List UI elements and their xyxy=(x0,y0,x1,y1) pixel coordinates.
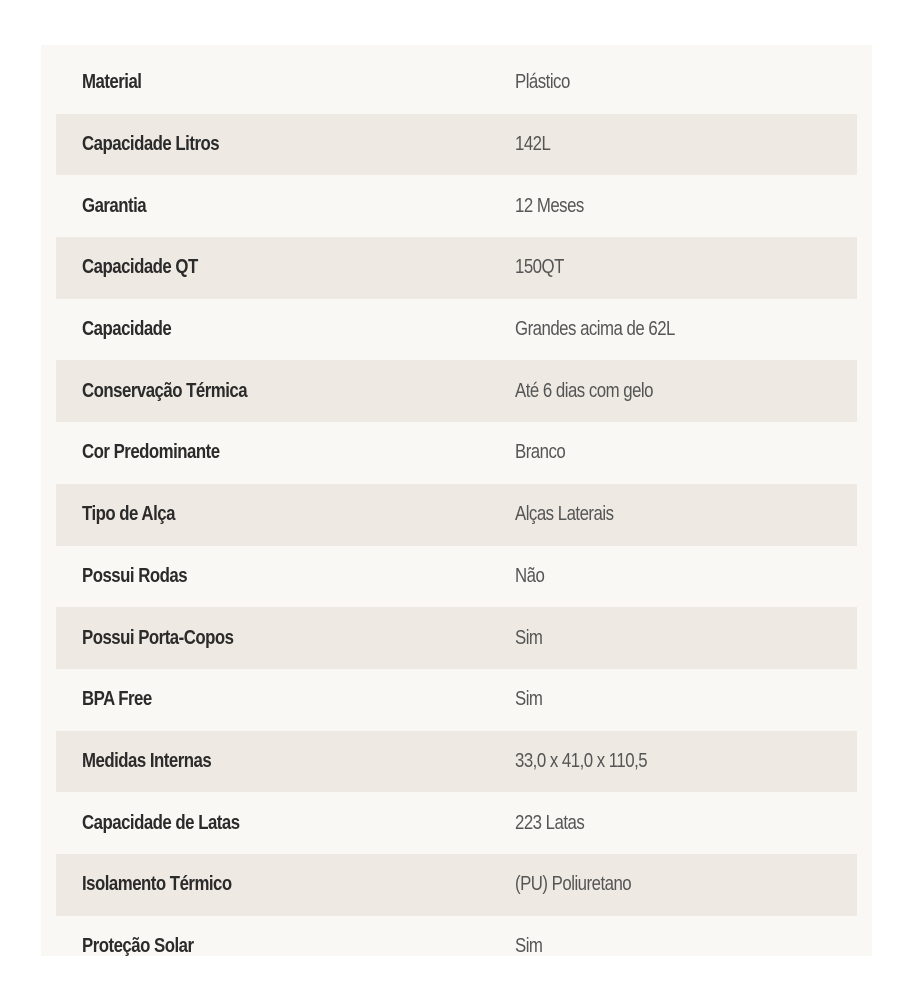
spec-value: 150QT xyxy=(515,256,564,279)
spec-value: 12 Meses xyxy=(515,194,584,217)
spec-label: BPA Free xyxy=(82,688,152,711)
spec-value: Alças Laterais xyxy=(515,503,614,526)
spec-label: Cor Predominante xyxy=(82,441,220,464)
spec-value: (PU) Poliuretano xyxy=(515,873,632,896)
spec-row-material xyxy=(56,52,857,114)
spec-label: Material xyxy=(82,71,142,94)
spec-value: Plástico xyxy=(515,71,570,94)
specifications-table xyxy=(56,52,857,977)
spec-value: Branco xyxy=(515,441,566,464)
spec-value: Sim xyxy=(515,688,543,711)
spec-label: Conservação Térmica xyxy=(82,379,248,402)
spec-row-tipo-de-alca xyxy=(56,484,857,546)
spec-label: Capacidade QT xyxy=(82,256,198,279)
specifications-panel xyxy=(41,45,872,956)
spec-row-capacidade xyxy=(56,299,857,361)
spec-row-capacidade-de-latas xyxy=(56,792,857,854)
spec-row-capacidade-qt xyxy=(56,237,857,299)
spec-row-possui-rodas xyxy=(56,546,857,608)
spec-row-medidas-internas xyxy=(56,731,857,793)
spec-label: Capacidade xyxy=(82,318,172,341)
spec-row-isolamento-termico xyxy=(56,854,857,916)
spec-label: Capacidade de Latas xyxy=(82,811,240,834)
spec-row-bpa-free xyxy=(56,669,857,731)
spec-value: Grandes acima de 62L xyxy=(515,318,675,341)
spec-value: Até 6 dias com gelo xyxy=(515,379,653,402)
spec-value: 33,0 x 41,0 x 110,5 xyxy=(515,749,648,772)
spec-value: Sim xyxy=(515,934,543,957)
spec-label: Medidas Internas xyxy=(82,749,212,772)
spec-value: 223 Latas xyxy=(515,811,585,834)
spec-value: Sim xyxy=(515,626,543,649)
spec-label: Garantia xyxy=(82,194,147,217)
spec-value: Não xyxy=(515,564,545,587)
spec-label: Capacidade Litros xyxy=(82,133,220,156)
spec-row-cor-predominante xyxy=(56,422,857,484)
spec-label: Proteção Solar xyxy=(82,934,194,957)
spec-row-protecao-solar xyxy=(56,916,857,978)
spec-row-conservacao-termica xyxy=(56,360,857,422)
spec-label: Possui Porta-Copos xyxy=(82,626,234,649)
spec-value: 142L xyxy=(515,133,551,156)
spec-row-garantia xyxy=(56,175,857,237)
spec-label: Possui Rodas xyxy=(82,564,188,587)
spec-row-capacidade-litros xyxy=(56,114,857,176)
spec-row-possui-porta-copos xyxy=(56,607,857,669)
spec-label: Isolamento Térmico xyxy=(82,873,232,896)
spec-label: Tipo de Alça xyxy=(82,503,175,526)
